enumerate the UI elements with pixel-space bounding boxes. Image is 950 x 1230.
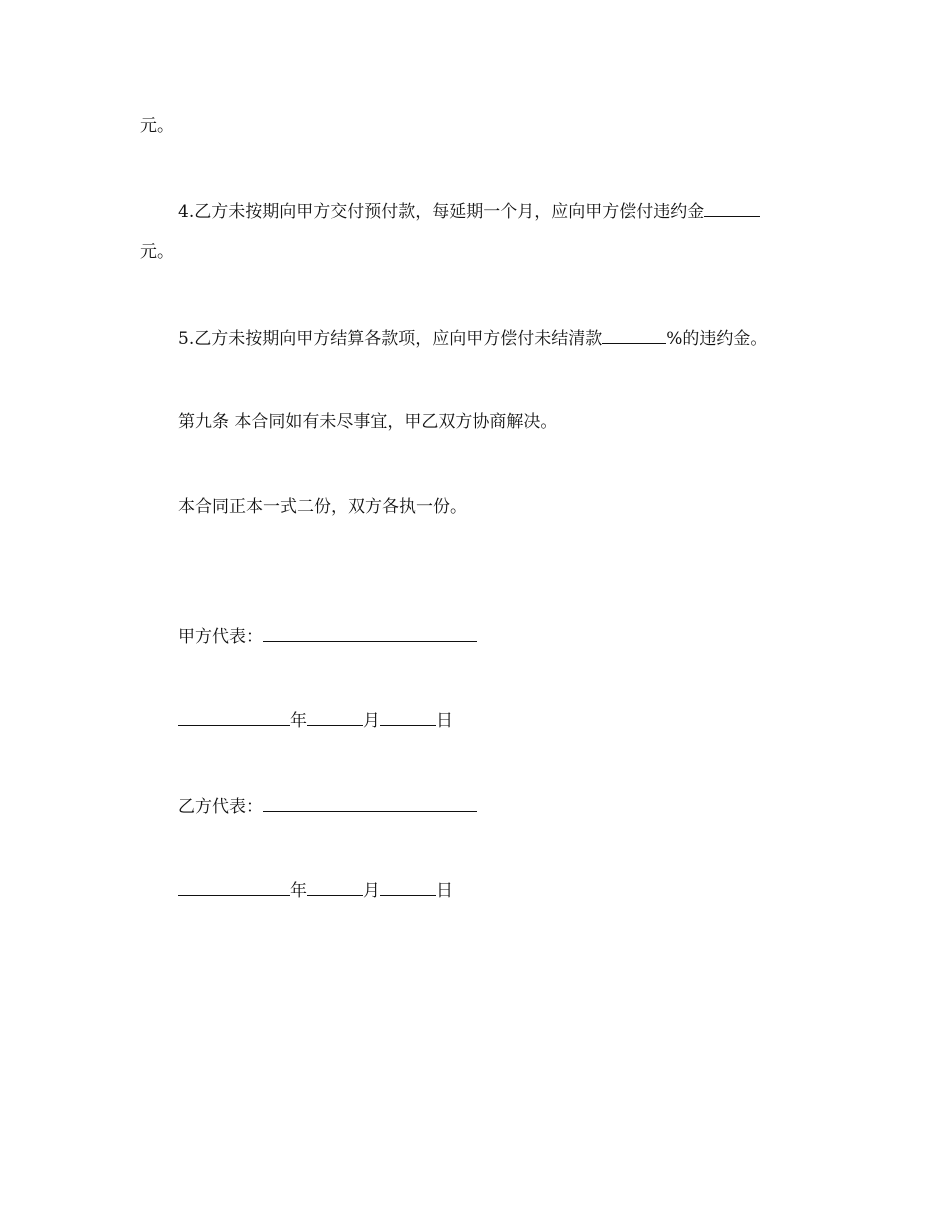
clause-4-end — [140, 241, 174, 263]
clause-5-suffix: %的违约金。 — [666, 329, 768, 349]
party-a-signature — [178, 625, 477, 648]
article-9-text: 第九条 本合同如有未尽事宜，甲乙双方协商解决。 — [178, 412, 558, 432]
party-b-date — [178, 879, 453, 902]
clause-4 — [178, 200, 760, 223]
party-b-label: 乙方代表： — [178, 797, 263, 817]
party-b-month-blank — [307, 879, 363, 896]
party-a-label: 甲方代表： — [178, 627, 263, 647]
party-b-day-blank — [380, 879, 436, 896]
party-a-month-blank — [307, 709, 363, 726]
clause-5-blank — [602, 327, 666, 344]
party-a-year-label: 年 — [290, 711, 307, 731]
party-a-month-label: 月 — [363, 711, 380, 731]
party-a-date — [178, 709, 453, 732]
clause-5 — [178, 327, 767, 350]
continued-text-value: 元。 — [140, 116, 174, 136]
party-a-year-blank — [178, 709, 290, 726]
clause-4-text: 4.乙方未按期向甲方交付预付款，每延期一个月，应向甲方偿付违约金 — [178, 202, 705, 222]
clause-5-text: 5.乙方未按期向甲方结算各款项，应向甲方偿付未结清款 — [178, 329, 603, 349]
party-b-signature — [178, 795, 477, 818]
article-9 — [178, 411, 557, 433]
clause-4-blank — [704, 200, 760, 217]
party-a-day-blank — [380, 709, 436, 726]
party-b-month-label: 月 — [363, 881, 380, 901]
party-b-day-label: 日 — [436, 881, 453, 901]
party-b-year-blank — [178, 879, 290, 896]
clause-4-end-text: 元。 — [140, 242, 174, 262]
party-b-signature-blank — [263, 795, 477, 812]
copies-text: 本合同正本一式二份，双方各执一份。 — [178, 497, 467, 517]
copies-clause — [178, 496, 467, 518]
party-a-day-label: 日 — [436, 711, 453, 731]
party-b-year-label: 年 — [290, 881, 307, 901]
party-a-signature-blank — [263, 625, 477, 642]
continued-text — [140, 115, 174, 137]
